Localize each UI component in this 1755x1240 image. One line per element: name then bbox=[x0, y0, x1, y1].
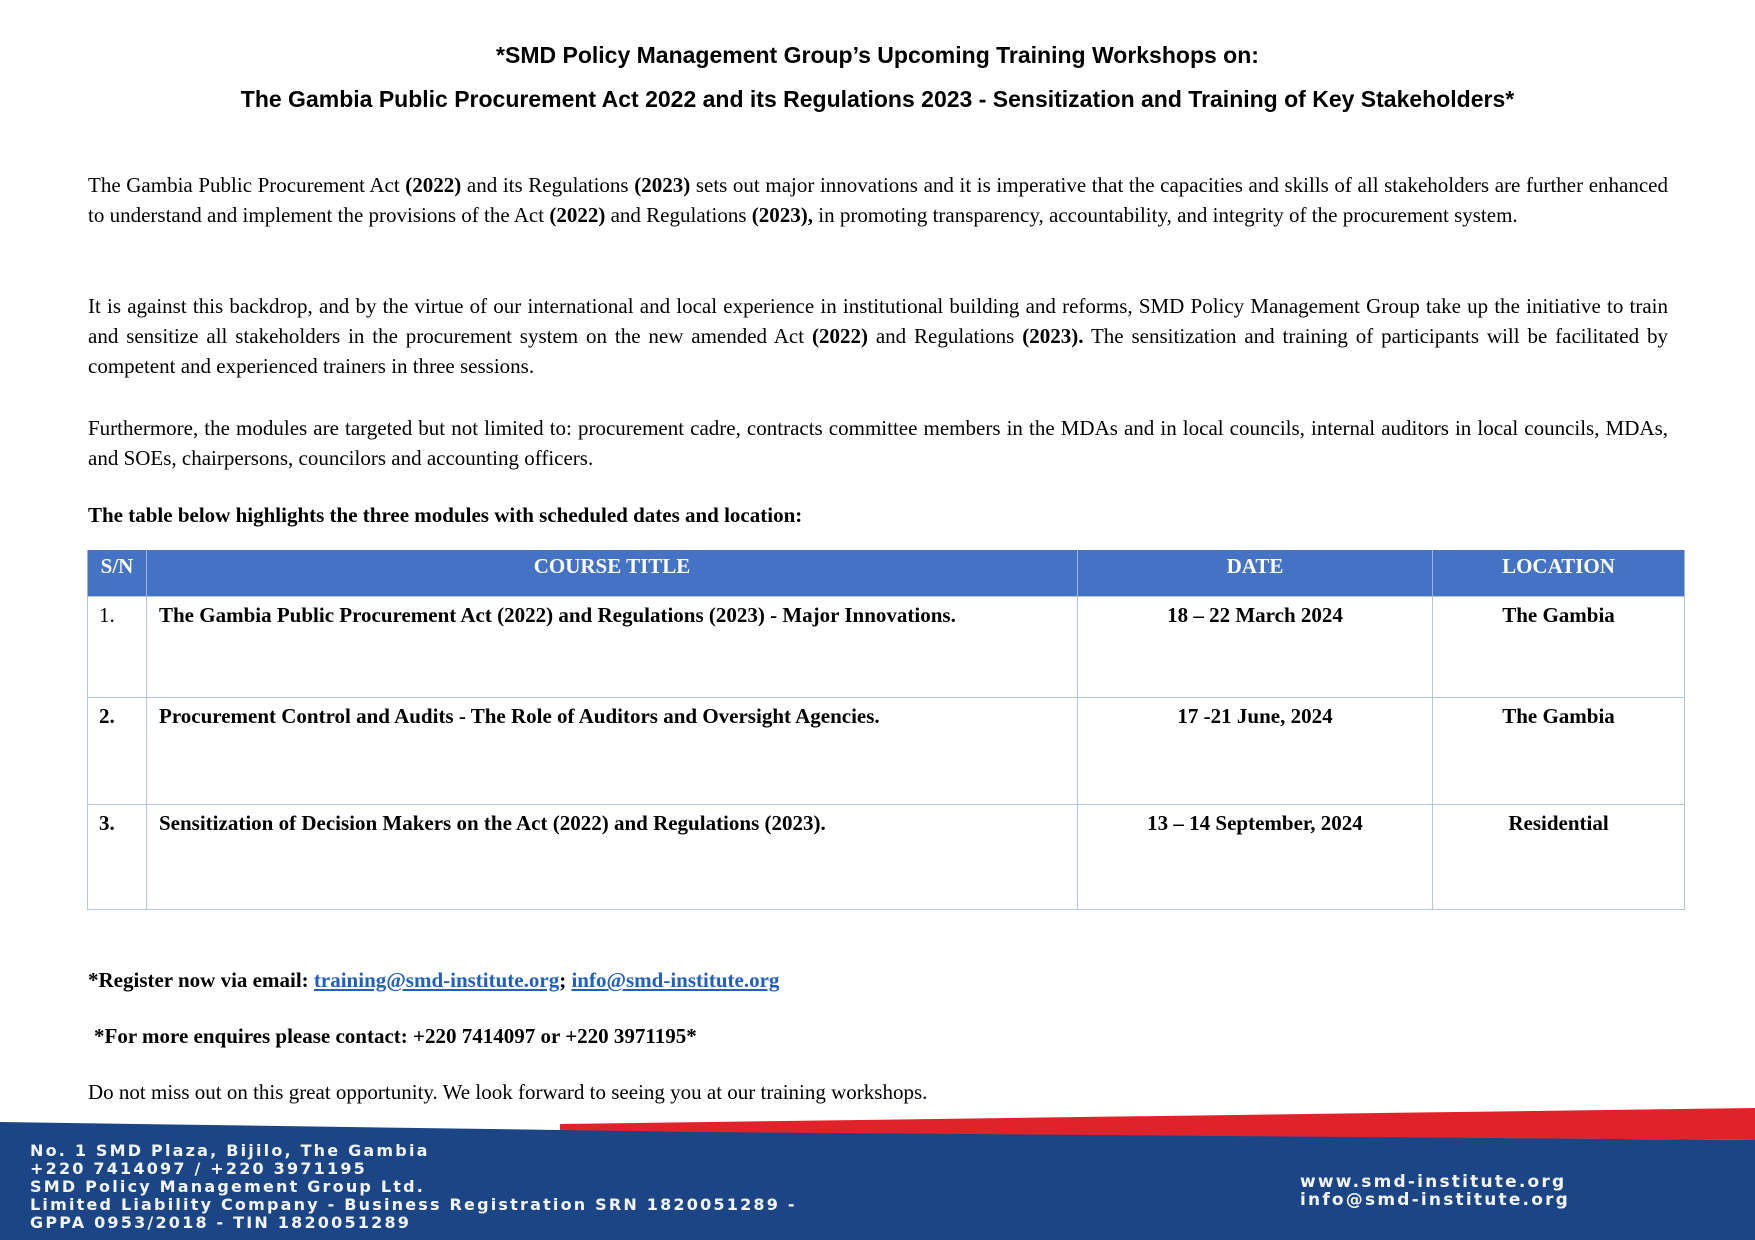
footer-company-info bbox=[30, 1142, 797, 1232]
table-header-row bbox=[88, 550, 1685, 597]
register-line bbox=[88, 968, 779, 993]
closing-line: Do not miss out on this great opportunity. We look forward to seeing you at our training workshops. bbox=[88, 1080, 928, 1104]
row-course-title: The Gambia Public Procurement Act (2022) and Regulations (2023) - Major Innovations. bbox=[147, 597, 1078, 698]
table-row bbox=[88, 597, 1685, 698]
footer-phones: +220 7414097 / +220 3971195 bbox=[30, 1159, 367, 1178]
row-location: The Gambia bbox=[1433, 597, 1685, 698]
footer-address: No. 1 SMD Plaza, Bijilo, The Gambia bbox=[30, 1141, 430, 1160]
row-course-title: Procurement Control and Audits - The Role of Auditors and Oversight Agencies. bbox=[147, 698, 1078, 805]
p2-text-2: and Regulations bbox=[867, 324, 1023, 348]
table-intro: The table below highlights the three modules with scheduled dates and location: bbox=[88, 503, 803, 527]
paragraph-2 bbox=[88, 291, 1668, 381]
row-sn: 2. bbox=[88, 698, 147, 805]
table-row bbox=[88, 698, 1685, 805]
row-date: 17 -21 June, 2024 bbox=[1078, 698, 1433, 805]
footer-company: SMD Policy Management Group Ltd. bbox=[30, 1177, 426, 1196]
p1-bold-2: (2023) bbox=[634, 173, 691, 197]
header-location: LOCATION bbox=[1433, 550, 1685, 597]
paragraph-3: Furthermore, the modules are targeted but not limited to: procurement cadre, contracts committee members in the MDAs and in local councils, internal auditors in local councils, MDAs, and SOEs, chairpersons, councilors and accounting officers. bbox=[88, 416, 1668, 470]
p1-text-2: and its Regulations bbox=[461, 173, 635, 197]
table-row bbox=[88, 805, 1685, 910]
row-location: Residential bbox=[1433, 805, 1685, 910]
header-sn: S/N bbox=[88, 550, 147, 597]
row-sn: 1. bbox=[88, 597, 147, 698]
p1-text-3: sets out major innovations and it is imperative that the capacities and skills of all stakeholders are further enhanced to understand and implement the provisions of the Act bbox=[88, 173, 1668, 227]
row-date: 18 – 22 March 2024 bbox=[1078, 597, 1433, 698]
p1-text-5: in promoting transparency, accountability, and integrity of the procurement system. bbox=[813, 203, 1518, 227]
register-prefix: *Register now via email: bbox=[88, 968, 314, 992]
row-course-title: Sensitization of Decision Makers on the Act (2022) and Regulations (2023). bbox=[147, 805, 1078, 910]
page-title-line-1: *SMD Policy Management Group’s Upcoming Training Workshops on: bbox=[496, 42, 1259, 68]
footer-website[interactable]: www.smd-institute.org bbox=[1300, 1172, 1567, 1192]
footer-web-info bbox=[1300, 1173, 1570, 1209]
footer-registration: Limited Liability Company - Business Registration SRN 1820051289 - bbox=[30, 1195, 797, 1214]
p1-text-1: The Gambia Public Procurement Act bbox=[88, 173, 406, 197]
p2-text-1: It is against this backdrop, and by the virtue of our international and local experience in institutional building and reforms, SMD Policy Management Group take up the initiative to train and sensitize all stakeholders in the procurement system on the new amended Act bbox=[88, 294, 1668, 348]
footer-gppa-tin: GPPA 0953/2018 - TIN 1820051289 bbox=[30, 1213, 412, 1232]
p1-bold-1: (2022) bbox=[405, 173, 462, 197]
training-email-link[interactable]: training@smd-institute.org bbox=[313, 968, 560, 992]
schedule-table bbox=[87, 550, 1685, 910]
p1-text-4: and Regulations bbox=[605, 203, 752, 227]
info-email-link[interactable]: info@smd-institute.org bbox=[571, 968, 780, 992]
p2-bold-2: (2023). bbox=[1022, 324, 1084, 348]
header-date: DATE bbox=[1078, 550, 1433, 597]
email-separator: ; bbox=[559, 968, 567, 992]
header-course-title: COURSE TITLE bbox=[147, 550, 1078, 597]
p1-bold-4: (2023), bbox=[751, 203, 813, 227]
row-date: 13 – 14 September, 2024 bbox=[1078, 805, 1433, 910]
enquiries-line: *For more enquires please contact: +220 7414097 or +220 3971195* bbox=[94, 1024, 697, 1048]
row-sn: 3. bbox=[88, 805, 147, 910]
footer-email[interactable]: info@smd-institute.org bbox=[1300, 1190, 1571, 1210]
row-location: The Gambia bbox=[1433, 698, 1685, 805]
page-title-line-2: The Gambia Public Procurement Act 2022 and its Regulations 2023 - Sensitization and Training of Key Stakeholders* bbox=[240, 86, 1515, 112]
paragraph-1 bbox=[88, 170, 1668, 230]
p1-bold-3: (2022) bbox=[549, 203, 606, 227]
p2-text-3: The sensitization and training of participants will be facilitated by competent and experienced trainers in three sessions. bbox=[88, 324, 1668, 378]
p2-bold-1: (2022) bbox=[811, 324, 868, 348]
